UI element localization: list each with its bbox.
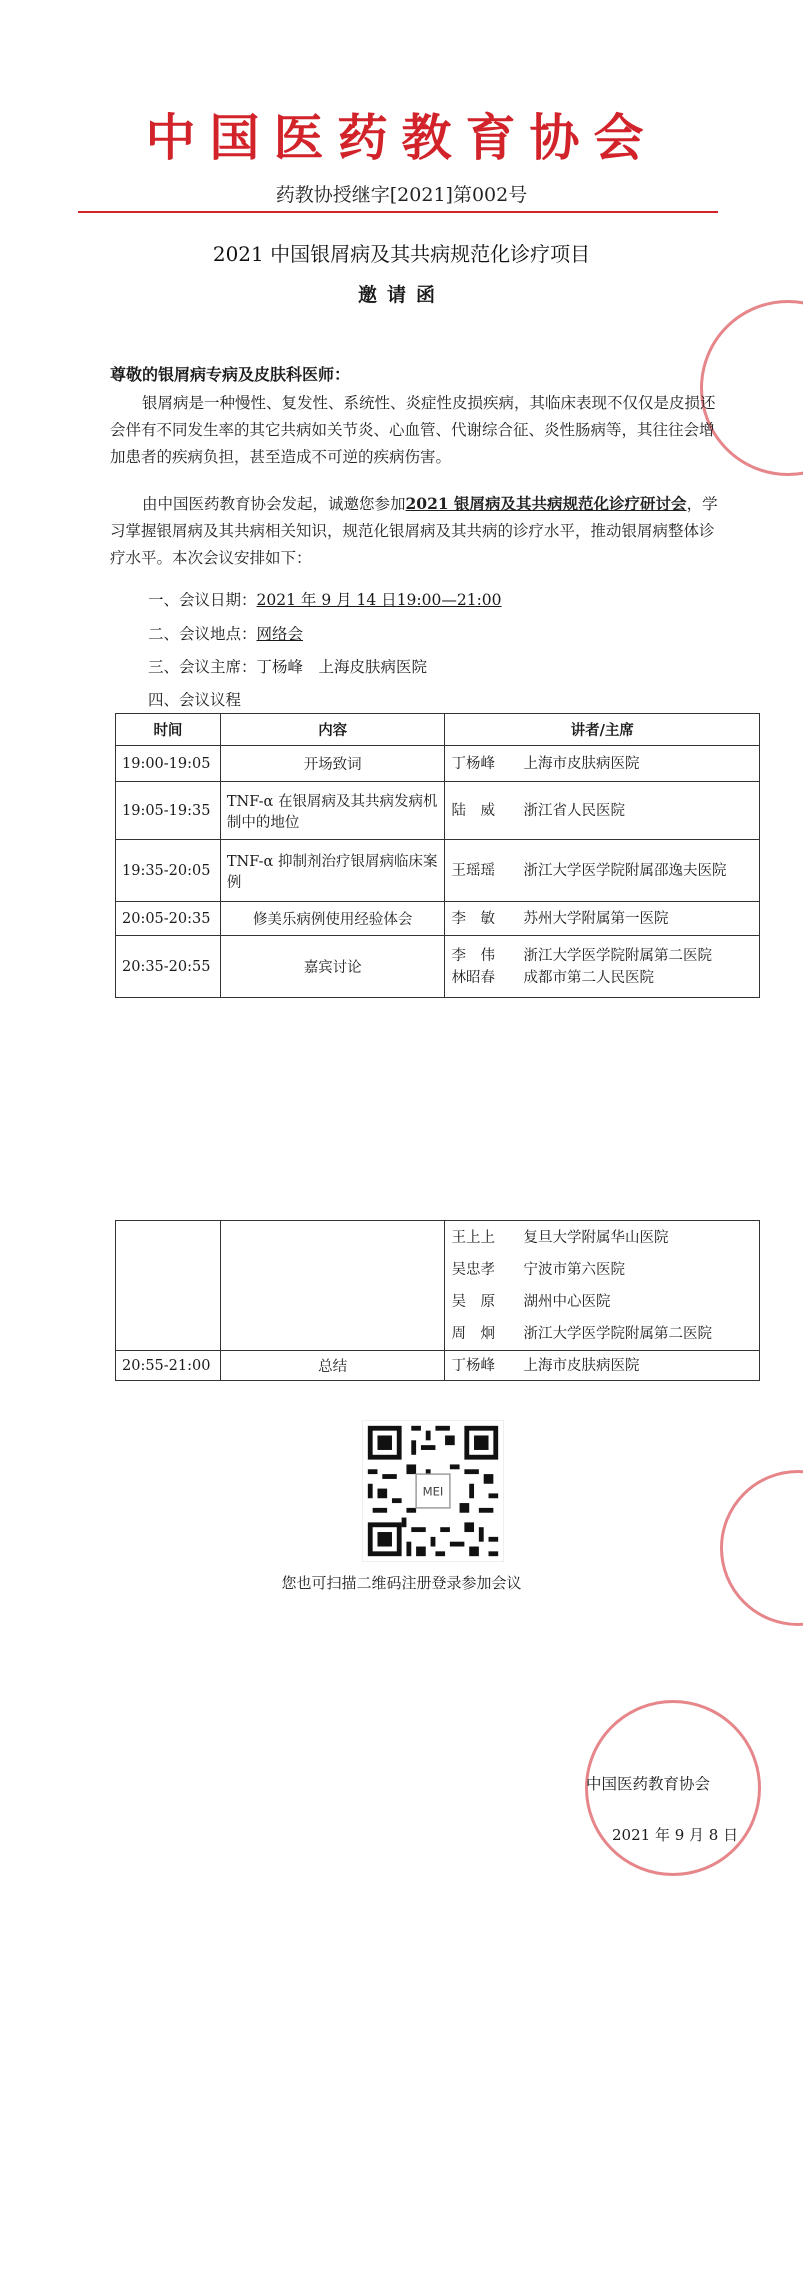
speaker-name: 王瑶瑶	[451, 862, 495, 879]
row-content	[220, 1221, 445, 1351]
date-label: 一、会议日期：	[148, 591, 257, 609]
row-speakers	[445, 1351, 760, 1381]
venue-label: 二、会议地点：	[148, 625, 257, 643]
row-content: 总结	[220, 1351, 445, 1381]
speaker-org: 上海市皮肤病医院	[523, 755, 640, 772]
row-content: 开场致词	[220, 746, 445, 782]
header-time: 时间	[116, 714, 221, 746]
agenda-header-row	[116, 714, 760, 746]
organization-title: 中国医药教育协会	[145, 109, 658, 167]
speaker-name: 丁杨峰	[451, 755, 495, 772]
project-title: 2021 中国银屑病及其共病规范化诊疗项目	[212, 242, 591, 266]
row-content: TNF-α 在银屑病及其共病发病机制中的地位	[220, 782, 445, 840]
speaker-name: 李 伟	[451, 947, 495, 964]
meeting-date	[148, 588, 502, 610]
speaker-name: 吴忠孝	[451, 1261, 495, 1278]
agenda-table	[115, 713, 760, 998]
speaker-org: 苏州大学附属第一医院	[523, 910, 669, 927]
row-speakers	[445, 746, 760, 782]
row-content: 修美乐病例使用经验体会	[220, 902, 445, 936]
speaker-name: 吴 原	[451, 1293, 495, 1310]
agenda-table-continued	[115, 1220, 760, 1381]
table-row	[116, 902, 760, 936]
paragraph-invite	[110, 490, 722, 572]
speaker-org: 湖州中心医院	[523, 1293, 611, 1310]
row-content: 嘉宾讨论	[220, 936, 445, 998]
agenda-label: 四、会议议程	[148, 691, 242, 709]
row-time: 19:00-19:05	[116, 746, 221, 782]
table-row	[116, 840, 760, 902]
speaker-name: 陆 威	[451, 802, 495, 819]
meeting-chair	[148, 655, 427, 677]
speaker-org: 浙江大学医学院附属第二医院	[523, 947, 712, 964]
speaker-org: 复旦大学附属华山医院	[523, 1229, 669, 1246]
row-time: 20:05-20:35	[116, 902, 221, 936]
qr-caption: 您也可扫描二维码注册登录参加会议	[281, 1574, 522, 1592]
row-time	[116, 1221, 221, 1351]
row-speakers	[445, 902, 760, 936]
speaker-org: 上海市皮肤病医院	[523, 1357, 640, 1374]
meeting-venue	[148, 622, 303, 644]
row-content: TNF-α 抑制剂治疗银屑病临床案例	[220, 840, 445, 902]
paragraph-intro: 银屑病是一种慢性、复发性、系统性、炎症性皮损疾病，其临床表现不仅仅是皮损还会伴有不同发生率的其它共病如关节炎、心血管、代谢综合征、炎性肠病等，其往往会增加患者的疾病负担，甚至造成不可逆的疾病伤害。	[110, 394, 716, 466]
speaker-org: 浙江大学医学院附属邵逸夫医院	[523, 862, 727, 879]
speaker-name: 丁杨峰	[451, 1357, 495, 1374]
table-row	[116, 1221, 760, 1351]
header-divider	[78, 211, 718, 213]
table-row	[116, 936, 760, 998]
row-time: 19:05-19:35	[116, 782, 221, 840]
speaker-name: 周 炯	[451, 1325, 495, 1342]
table-row	[116, 746, 760, 782]
document-number: 药教协授继字[2021]第002号	[275, 184, 528, 206]
row-speakers	[445, 840, 760, 902]
speaker-name: 林昭春	[451, 969, 495, 986]
row-speakers	[445, 782, 760, 840]
row-time: 20:35-20:55	[116, 936, 221, 998]
speaker-org: 宁波市第六医院	[523, 1261, 625, 1278]
invitation-title: 邀请函	[357, 284, 445, 306]
qr-code-graphic	[363, 1421, 503, 1561]
venue-value: 网络会	[256, 625, 304, 643]
row-speakers	[445, 936, 760, 998]
table-row	[116, 1351, 760, 1381]
date-time: 19:00—21:00	[396, 591, 502, 609]
date-value: 2021 年 9 月 14 日	[256, 591, 397, 609]
signature-organization: 中国医药教育协会	[586, 1775, 711, 1793]
row-speakers	[445, 1221, 760, 1351]
speaker-name: 李 敏	[451, 910, 495, 927]
chair-label: 三、会议主席：	[148, 658, 257, 676]
header-content: 内容	[220, 714, 445, 746]
meeting-name-link: 2021 银屑病及其共病规范化诊疗研讨会	[405, 494, 687, 513]
speaker-org: 浙江大学医学院附属第二医院	[523, 1325, 712, 1342]
table-row	[116, 782, 760, 840]
chair-value: 丁杨峰 上海皮肤病医院	[256, 658, 428, 676]
qr-center-logo: MEI	[422, 1484, 444, 1499]
row-time: 19:35-20:05	[116, 840, 221, 902]
salutation: 尊敬的银屑病专病及皮肤科医师：	[110, 365, 351, 384]
speaker-name: 王上上	[451, 1229, 495, 1246]
invite-text-pre: 由中国医药教育协会发起，诚邀您参加	[142, 495, 406, 513]
row-time: 20:55-21:00	[116, 1351, 221, 1381]
signature-date: 2021 年 9 月 8 日	[612, 1826, 739, 1844]
red-seal-edge	[720, 1470, 803, 1626]
invite-text-post: ，学习掌握银屑病及其共病相关知识，规范化银屑病及其共病的诊疗水平，推动银屑病整体诊疗水平。本次会议安排如下：	[110, 495, 718, 567]
registration-qr-code[interactable]	[362, 1420, 504, 1562]
header-speaker: 讲者/主席	[445, 714, 760, 746]
speaker-org: 浙江省人民医院	[523, 802, 625, 819]
speaker-org: 成都市第二人民医院	[523, 969, 654, 986]
